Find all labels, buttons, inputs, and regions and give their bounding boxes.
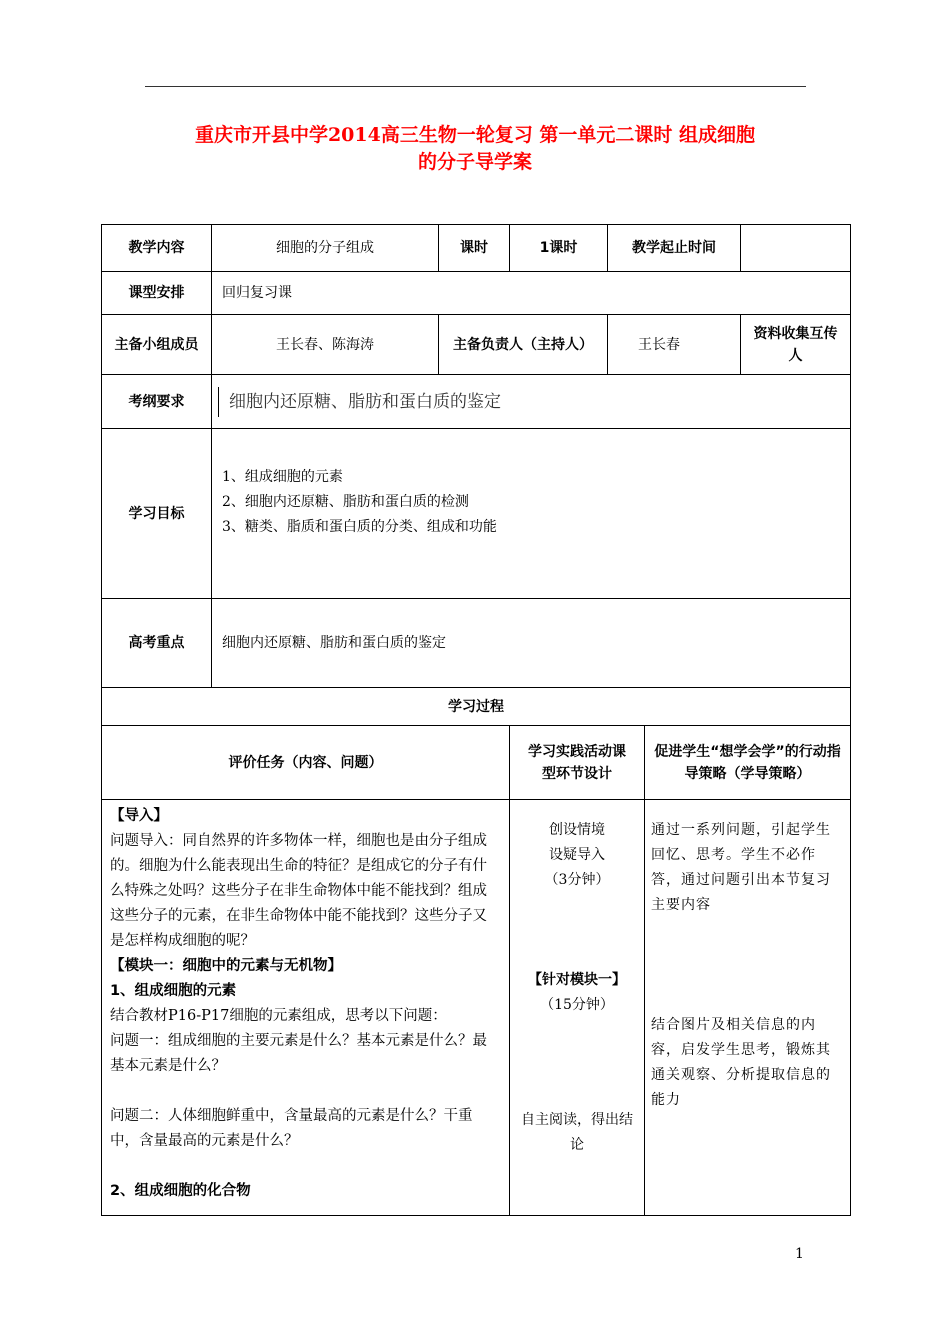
value-group-members: 王长春、陈海涛 [212, 315, 439, 375]
row-learning-goals [102, 429, 851, 599]
strategy-content [645, 800, 851, 1216]
strategy-1: 通过一系列问题，引起学生回忆、思考。学生不必作答，通过问题引出本节复习主要内容 [651, 822, 831, 913]
label-class-hours: 课时 [439, 225, 510, 272]
title-line-2: 的分子导学案 [417, 151, 532, 173]
col-header-activity: 学习实践活动课型环节设计 [510, 726, 645, 800]
label-exam-requirements: 考纲要求 [102, 375, 212, 429]
col-header-evaluation: 评价任务（内容、问题） [102, 726, 510, 800]
activity-a1: 创设情境 [549, 822, 605, 838]
label-material-collector: 资料收集互传人 [741, 315, 851, 375]
activity-module1: 【针对模块一】 [528, 972, 626, 988]
row-process-columns [102, 726, 851, 800]
label-exam-focus: 高考重点 [102, 599, 212, 688]
row-exam-requirements [102, 375, 851, 429]
row-class-type [102, 272, 851, 315]
strategy-2: 结合图片及相关信息的内容，启发学生思考，锻炼其通关观察、分析提取信息的能力 [651, 1017, 831, 1108]
value-teaching-time [741, 225, 851, 272]
label-class-type: 课型安排 [102, 272, 212, 315]
label-teaching-time: 教学起止时间 [608, 225, 741, 272]
label-lead-preparer: 主备负责人（主持人） [439, 315, 608, 375]
activity-a2: 设疑导入 [549, 847, 605, 863]
value-class-hours: 1课时 [510, 225, 608, 272]
activity-design [510, 800, 645, 1216]
label-teaching-content: 教学内容 [102, 225, 212, 272]
value-exam-requirements: 细胞内还原糖、脂肪和蛋白质的鉴定 [218, 387, 511, 417]
section1-text: 结合教材P16-P17细胞的元素组成，思考以下问题： [110, 1008, 447, 1024]
goal-item: 3、糖类、脂质和蛋白质的分类、组成和功能 [222, 519, 497, 535]
spacer [110, 1079, 501, 1104]
label-group-members: 主备小组成员 [102, 315, 212, 375]
spacer [110, 1154, 501, 1179]
goal-item: 2、细胞内还原糖、脂肪和蛋白质的检测 [222, 494, 469, 510]
activity-a3: （3分钟） [544, 872, 610, 888]
header-rule [145, 86, 806, 87]
activity-self-reading: 自主阅读，得出结论 [521, 1112, 633, 1153]
activity-module1-time: （15分钟） [540, 997, 614, 1013]
row-exam-focus [102, 599, 851, 688]
row-process-heading [102, 688, 851, 726]
document-title [100, 122, 850, 176]
process-heading: 学习过程 [102, 688, 851, 726]
intro-text: 问题导入：同自然界的许多物体一样，细胞也是由分子组成的。细胞为什么能表现出生命的特征？是组成它的分子有什么特殊之处吗？这些分子在非生命物体中能不能找到？组成这些分子的元素，在非生命物体中能不能找到？这些分子又是怎样构成细胞的呢？ [110, 833, 487, 949]
goal-item: 1、组成细胞的元素 [222, 469, 343, 485]
row-preparers [102, 315, 851, 375]
learning-goals-list [212, 429, 851, 599]
question-2: 问题二：人体细胞鲜重中，含量最高的元素是什么？干重中，含量最高的元素是什么？ [110, 1108, 473, 1149]
value-class-type: 回归复习课 [212, 272, 851, 315]
question-1: 问题一：组成细胞的主要元素是什么？基本元素是什么？最基本元素是什么？ [110, 1033, 487, 1074]
section2-heading: 2、组成细胞的化合物 [110, 1183, 251, 1199]
page-number: 1 [795, 1246, 804, 1262]
title-line-1: 重庆市开县中学2014高三生物一轮复习 第一单元二课时 组成细胞 [194, 124, 756, 146]
col-header-strategy: 促进学生“想学会学”的行动指导策略（学导策略） [645, 726, 851, 800]
intro-heading: 【导入】 [110, 808, 168, 824]
value-exam-focus: 细胞内还原糖、脂肪和蛋白质的鉴定 [212, 599, 851, 688]
section1-heading: 1、组成细胞的元素 [110, 983, 237, 999]
value-teaching-content: 细胞的分子组成 [212, 225, 439, 272]
row-process-content [102, 800, 851, 1216]
module1-heading: 【模块一：细胞中的元素与无机物】 [110, 958, 342, 974]
value-lead-preparer: 王长春 [608, 315, 741, 375]
row-teaching-content [102, 225, 851, 272]
exam-requirements-cell [212, 375, 851, 429]
evaluation-content [102, 800, 510, 1216]
label-learning-goals: 学习目标 [102, 429, 212, 599]
lesson-plan-table [101, 224, 851, 1216]
